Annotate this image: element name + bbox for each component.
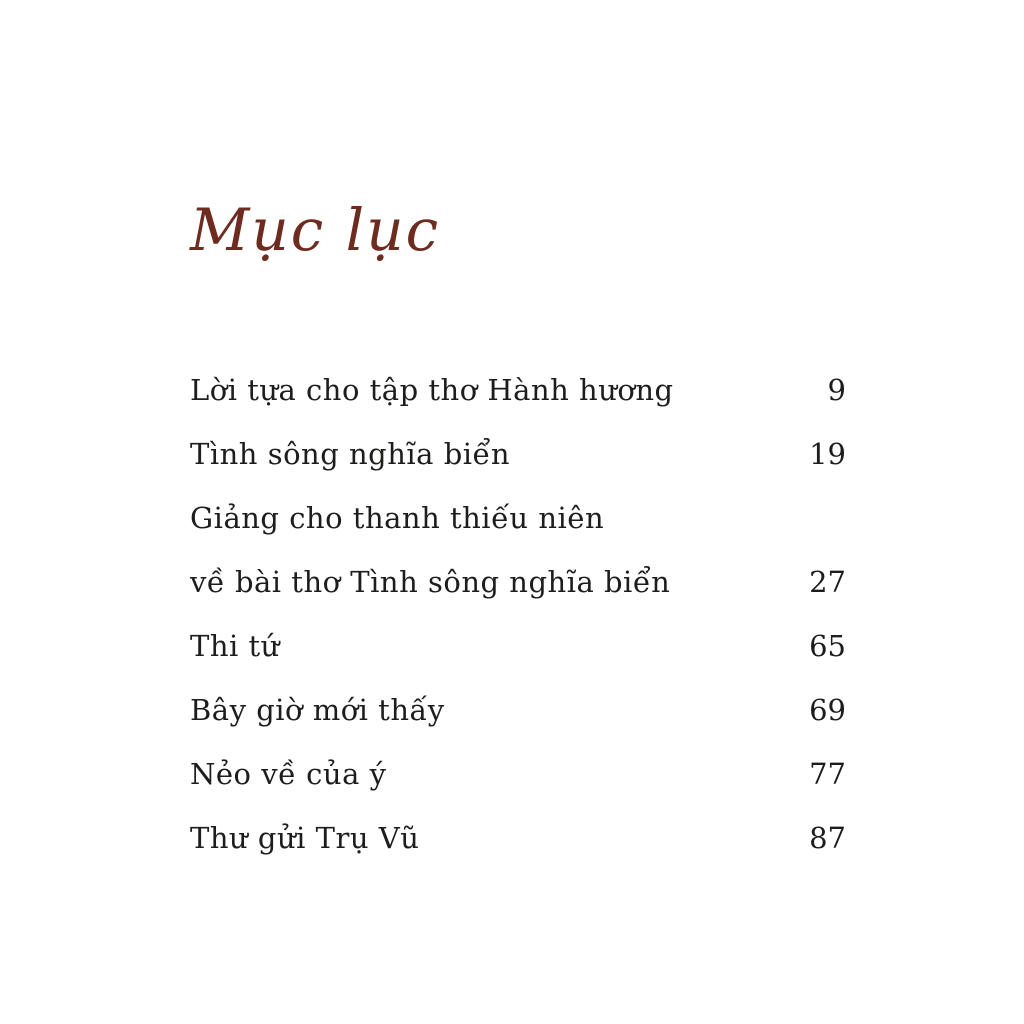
toc-list	[190, 358, 846, 870]
toc-entry-page-number: 65	[809, 629, 846, 663]
toc-entry-title-line: Lời tựa cho tập thơ Hành hương	[190, 373, 674, 407]
toc-entry-page-number: 87	[809, 821, 846, 855]
toc-entry-page-number: 9	[827, 373, 846, 407]
toc-entry-page-number: 27	[809, 565, 846, 599]
toc-entry	[190, 742, 846, 806]
toc-entry-title-line: Nẻo về của ý	[190, 757, 387, 791]
toc-entry-title	[190, 614, 280, 678]
toc-entry-title	[190, 358, 674, 422]
toc-entry	[190, 678, 846, 742]
toc-entry	[190, 486, 846, 614]
toc-entry-page-number: 69	[809, 693, 846, 727]
toc-entry-title-line: về bài thơ Tình sông nghĩa biển	[190, 565, 671, 599]
toc-entry	[190, 806, 846, 870]
toc-entry-title-line: Thi tứ	[190, 629, 280, 663]
toc-entry	[190, 614, 846, 678]
toc-entry-title-line: Bây giờ mới thấy	[190, 693, 445, 727]
toc-entry-title-line: Tình sông nghĩa biển	[190, 437, 511, 471]
toc-entry-title-line: Giảng cho thanh thiếu niên	[190, 501, 605, 535]
toc-entry-title	[190, 742, 386, 806]
toc-entry-title	[190, 678, 445, 742]
toc-entry	[190, 422, 846, 486]
toc-entry-title	[190, 422, 510, 486]
toc-entry-title	[190, 806, 419, 870]
toc-page-title: Mục lục	[190, 196, 441, 264]
toc-entry-page-number: 19	[809, 437, 846, 471]
toc-entry-title	[190, 486, 670, 614]
toc-entry-page-number: 77	[809, 757, 846, 791]
toc-entry-title-line: Thư gửi Trụ Vũ	[190, 821, 420, 855]
toc-entry	[190, 358, 846, 422]
